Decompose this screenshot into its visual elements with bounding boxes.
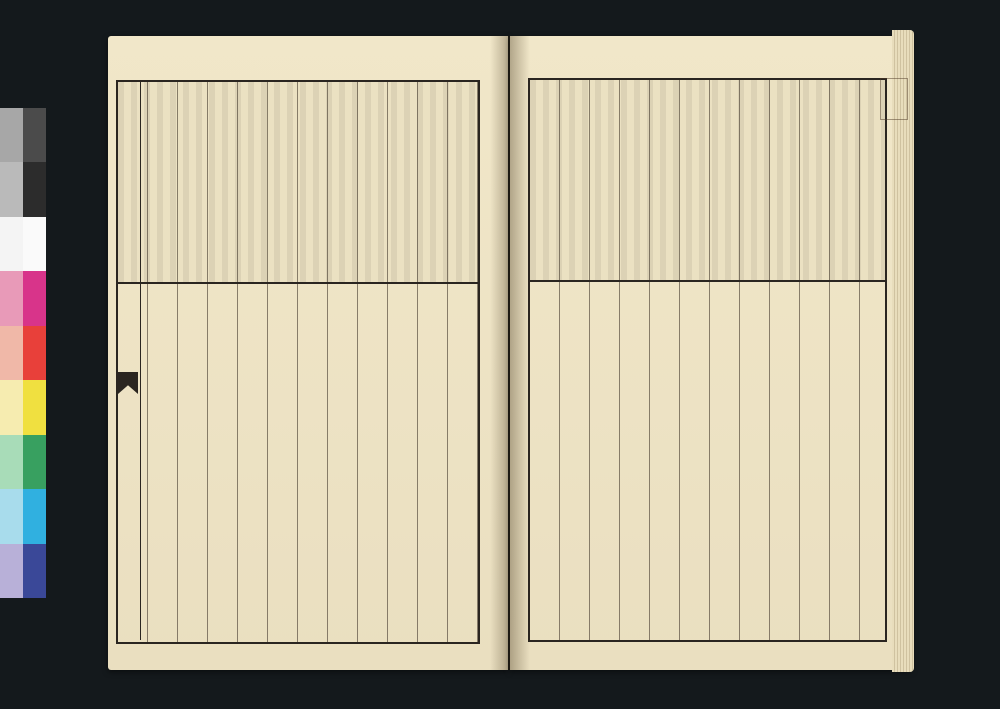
swatch: [0, 544, 23, 598]
page-edges: [892, 30, 914, 672]
banxin-centre-block: [116, 80, 141, 640]
swatch: [0, 380, 23, 434]
swatch: [23, 544, 46, 598]
swatch: [0, 271, 23, 325]
swatch: [0, 217, 23, 271]
swatch: [23, 108, 46, 162]
swatch: [23, 326, 46, 380]
right-text-frame: [528, 78, 887, 642]
swatch: [23, 435, 46, 489]
color-calibration-strip: [0, 108, 46, 598]
swatch: [0, 108, 23, 162]
column-rules: [530, 80, 885, 280]
swatch: [23, 489, 46, 543]
swatch: [0, 489, 23, 543]
swatch: [0, 435, 23, 489]
book-gutter: [490, 36, 530, 670]
left-text-frame: [116, 80, 480, 644]
left-main-text: [118, 284, 478, 642]
column-rules: [118, 82, 478, 282]
swatch: [23, 162, 46, 216]
right-upper-commentary: [530, 80, 885, 282]
column-rules: [530, 282, 885, 640]
swatch: [0, 326, 23, 380]
left-upper-commentary: [118, 82, 478, 284]
swatch: [23, 217, 46, 271]
column-rules: [118, 284, 478, 642]
swatch: [23, 271, 46, 325]
right-main-text: [530, 282, 885, 640]
swatch: [23, 380, 46, 434]
library-stamp-icon: [880, 78, 908, 120]
swatch: [0, 162, 23, 216]
